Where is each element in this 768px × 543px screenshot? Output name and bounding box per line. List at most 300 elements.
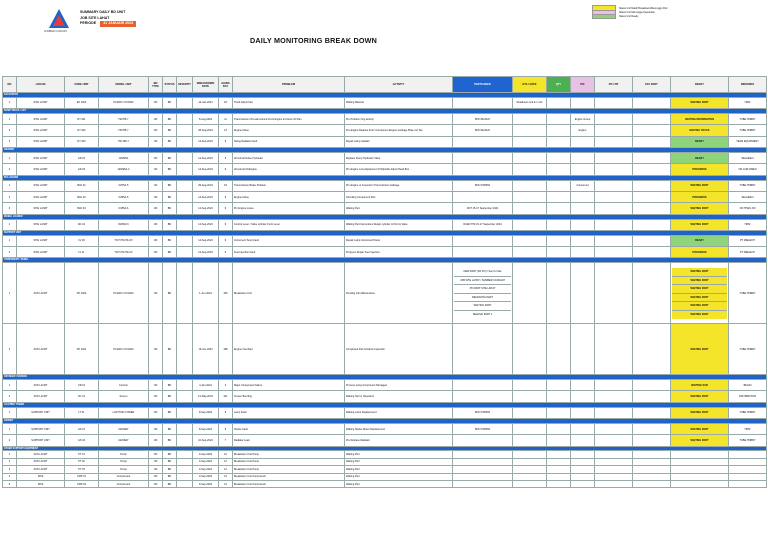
status-badge: WAITING PART bbox=[672, 311, 727, 319]
table-row[interactable] bbox=[3, 125, 767, 136]
summary-line: JOB SITE LAHAT bbox=[80, 15, 110, 20]
table-row[interactable] bbox=[3, 263, 767, 324]
col-header: ACTIVITY bbox=[345, 77, 453, 93]
table-row[interactable] bbox=[3, 391, 767, 402]
cell-status: BD bbox=[163, 480, 177, 487]
cell-pic bbox=[571, 451, 595, 458]
cell-etap bbox=[633, 125, 671, 136]
cell-model: HD 465-7 bbox=[99, 136, 149, 147]
cell-status: BD bbox=[163, 473, 177, 480]
cell-age: 9 bbox=[219, 152, 233, 163]
cell-lok: SITE LAHAT bbox=[17, 180, 65, 191]
cell-date: 10-Sep-2024 bbox=[193, 435, 219, 446]
cell-problem: Pin Engine Loose bbox=[233, 203, 345, 214]
cell-age: 18 bbox=[219, 97, 233, 108]
cell-code: LT 01 bbox=[65, 407, 99, 418]
cell-status: BD bbox=[163, 164, 177, 175]
cell-model: PC2000 / PC4000 bbox=[99, 324, 149, 375]
summary-block bbox=[80, 10, 136, 27]
cell-age: 8 bbox=[219, 423, 233, 434]
cell-no: 5 bbox=[3, 480, 17, 487]
table-row[interactable] bbox=[3, 466, 767, 473]
table-row[interactable] bbox=[3, 324, 767, 375]
cell-pic bbox=[571, 203, 595, 214]
cell-sev bbox=[177, 380, 193, 391]
cell-bd: UN bbox=[149, 380, 163, 391]
cell-activity: Process using Component Damaged bbox=[345, 380, 453, 391]
table-row[interactable] bbox=[3, 473, 767, 480]
cell-model: D155A-6 bbox=[99, 191, 149, 202]
cell-eta: Readiness unit & 1 unit bbox=[513, 97, 547, 108]
cell-etap bbox=[633, 164, 671, 175]
cell-remark bbox=[729, 458, 767, 465]
table-row[interactable] bbox=[3, 219, 767, 230]
cell-model: LIGHTING TOWER bbox=[99, 407, 149, 418]
legend-item: Status Unit Menunggu Keputusan bbox=[592, 10, 667, 14]
cell-problem: Engine Noise bbox=[233, 191, 345, 202]
cell-bd: UN bbox=[149, 97, 163, 108]
cell-part: BON TRIMMI bbox=[453, 180, 513, 191]
cell-age: 9 bbox=[219, 219, 233, 230]
table-body bbox=[3, 93, 767, 488]
cell-part bbox=[453, 473, 513, 480]
legend-item: Status Unit Masih Breakdown/Menunggu Part bbox=[592, 6, 667, 10]
cell-age: 9 bbox=[219, 191, 233, 202]
table-row[interactable] bbox=[3, 113, 767, 124]
cell-ready: WAITING PART bbox=[671, 180, 729, 191]
cell-model: GENSET bbox=[99, 423, 149, 434]
cell-remark: BEGIN bbox=[729, 380, 767, 391]
cell-etap bbox=[633, 391, 671, 402]
table-row[interactable] bbox=[3, 380, 767, 391]
status-badge: WAITING PART bbox=[672, 302, 727, 311]
cell-problem: Lamp Fault bbox=[233, 407, 345, 418]
cell-bd: UN bbox=[149, 466, 163, 473]
cell-date: 4-Sep-2024 bbox=[193, 480, 219, 487]
cell-date: 8-Sep-2024 bbox=[193, 407, 219, 418]
cell-etap bbox=[633, 458, 671, 465]
cell-ready: WAITING PART bbox=[671, 423, 729, 434]
group-title: WHEEL LOADER bbox=[3, 214, 767, 219]
cell-eta bbox=[513, 423, 547, 434]
table-row[interactable] bbox=[3, 180, 767, 191]
cell-no: 1 bbox=[3, 451, 17, 458]
cell-etap bbox=[633, 203, 671, 214]
cell-part: DUEN TIM 15-17 September 2024 bbox=[453, 219, 513, 230]
cell-age: 12 bbox=[219, 480, 233, 487]
cell-qty bbox=[547, 391, 571, 402]
cell-model: D155A-6 bbox=[99, 203, 149, 214]
cell-remark: HDM bbox=[729, 423, 767, 434]
cell-etap bbox=[633, 473, 671, 480]
cell-part bbox=[453, 480, 513, 487]
cell-po bbox=[595, 219, 633, 230]
legend-item: Status Unit Ready bbox=[592, 14, 667, 18]
cell-problem: Swing Radiator Fault bbox=[233, 136, 345, 147]
cell-date: 1-Jun-2024 bbox=[193, 263, 219, 324]
cell-code: EX 1002 bbox=[65, 97, 99, 108]
cell-po bbox=[595, 164, 633, 175]
cell-model: Crusher bbox=[99, 380, 149, 391]
cell-sev bbox=[177, 164, 193, 175]
cell-model: PC2000 / PC4000 bbox=[99, 97, 149, 108]
cell-code: GD 01 bbox=[65, 152, 99, 163]
cell-qty bbox=[547, 263, 571, 324]
logo-caption: SUMBER CANGGIH bbox=[44, 30, 68, 33]
group-title: DUMP TRUCK / ADT bbox=[3, 109, 767, 114]
cell-code: GS 02 bbox=[65, 435, 99, 446]
cell-eta bbox=[513, 180, 547, 191]
cell-status: BD bbox=[163, 407, 177, 418]
group-title: OTHER SUPPORT EQUIPMENT bbox=[3, 446, 767, 451]
cell-pic bbox=[571, 247, 595, 258]
cell-pic bbox=[571, 235, 595, 246]
cell-qty bbox=[547, 380, 571, 391]
col-header: NO bbox=[3, 77, 17, 93]
cell-eta bbox=[513, 435, 547, 446]
cell-etap bbox=[633, 407, 671, 418]
cell-status: BD bbox=[163, 180, 177, 191]
col-header: CODE UNIT bbox=[65, 77, 99, 93]
cell-problem: Control Lever / Valve cylinder Front Lever bbox=[233, 219, 345, 230]
cell-pic bbox=[571, 458, 595, 465]
cell-bd: UN bbox=[149, 219, 163, 230]
cell-bd: UN bbox=[149, 451, 163, 458]
cell-po bbox=[595, 324, 633, 375]
cell-activity: Waiting Part bbox=[345, 473, 453, 480]
cell-etap bbox=[633, 113, 671, 124]
cell-no: 1 bbox=[3, 152, 17, 163]
table-row[interactable] bbox=[3, 235, 767, 246]
cell-activity: Waiting Part bbox=[345, 451, 453, 458]
table-row[interactable] bbox=[3, 152, 767, 163]
cell-activity: Pre Engine Low Adjustment Oil Dipstick Adjust Head Box bbox=[345, 164, 453, 175]
cell-remark bbox=[729, 480, 767, 487]
cell-ready: READY bbox=[671, 235, 729, 246]
cell-bd: UN bbox=[149, 136, 163, 147]
cell-date: 4-Jan-2024 bbox=[193, 380, 219, 391]
cell-age: 9 bbox=[219, 235, 233, 246]
cell-ready bbox=[671, 451, 729, 458]
cell-remark: SELAESAI bbox=[729, 152, 767, 163]
cell-po bbox=[595, 380, 633, 391]
cell-status: BD bbox=[163, 380, 177, 391]
cell-status: BD bbox=[163, 113, 177, 124]
cell-no: 1 bbox=[3, 180, 17, 191]
cell-eta bbox=[513, 451, 547, 458]
cell-status: BD bbox=[163, 125, 177, 136]
cell-eta bbox=[513, 125, 547, 136]
sub-entry: WAITING PART bbox=[454, 302, 511, 311]
cell-age: 12 bbox=[219, 451, 233, 458]
cell-eta bbox=[513, 473, 547, 480]
cell-eta bbox=[513, 380, 547, 391]
cell-pic bbox=[571, 263, 595, 324]
cell-ready: PROGRESS bbox=[671, 191, 729, 202]
cell-sev bbox=[177, 324, 193, 375]
cell-qty bbox=[547, 136, 571, 147]
cell-ready: WAITING PART bbox=[671, 97, 729, 108]
cell-sev bbox=[177, 180, 193, 191]
cell-qty bbox=[547, 435, 571, 446]
table-row[interactable] bbox=[3, 451, 767, 458]
table-row[interactable] bbox=[3, 458, 767, 465]
cell-po bbox=[595, 191, 633, 202]
cell-eta bbox=[513, 235, 547, 246]
table-row[interactable] bbox=[3, 136, 767, 147]
table-row[interactable] bbox=[3, 480, 767, 487]
cell-po bbox=[595, 136, 633, 147]
cell-pic bbox=[571, 191, 595, 202]
cell-pic bbox=[571, 219, 595, 230]
group-title: BULLDOZER bbox=[3, 175, 767, 180]
table-row[interactable] bbox=[3, 191, 767, 202]
group-title: EXCAVATOR bbox=[3, 93, 767, 98]
cell-bd: UN bbox=[149, 473, 163, 480]
col-header: READY bbox=[671, 77, 729, 93]
cell-ready: WAITING TRUCK bbox=[671, 125, 729, 136]
cell-part bbox=[453, 466, 513, 473]
cell-part bbox=[453, 391, 513, 402]
cell-etap bbox=[633, 480, 671, 487]
cell-sev bbox=[177, 458, 193, 465]
cell-qty bbox=[547, 191, 571, 202]
cell-age: 9 bbox=[219, 164, 233, 175]
cell-age: 9 bbox=[219, 247, 233, 258]
table-row[interactable] bbox=[3, 435, 767, 446]
cell-eta bbox=[513, 203, 547, 214]
cell-po bbox=[595, 263, 633, 324]
cell-status: BD bbox=[163, 247, 177, 258]
cell-date: 14-Jan-2024 bbox=[193, 97, 219, 108]
cell-ready: WAITING INFORMATION bbox=[671, 113, 729, 124]
cell-qty bbox=[547, 180, 571, 191]
cell-activity: Waiting Not by Operators bbox=[345, 391, 453, 402]
cell-etap bbox=[633, 136, 671, 147]
cell-lok: SUPPORT UNIT bbox=[17, 407, 65, 418]
cell-status: BD bbox=[163, 136, 177, 147]
cell-status: BD bbox=[163, 235, 177, 246]
cell-no: 1 bbox=[3, 219, 17, 230]
cell-problem: Breakdown Unit Compressor bbox=[233, 473, 345, 480]
cell-status: BD bbox=[163, 191, 177, 202]
cell-model: TOYOTA HILUX bbox=[99, 247, 149, 258]
cell-date: 14-May-2024 bbox=[193, 391, 219, 402]
cell-ready bbox=[671, 480, 729, 487]
cell-lok: SITE LAHAT bbox=[17, 235, 65, 246]
cell-remark: ON JARI OMEN bbox=[729, 164, 767, 175]
table-row[interactable] bbox=[3, 247, 767, 258]
cell-code: DT 401 bbox=[65, 113, 99, 124]
col-header: BREAKDOWN DATE bbox=[193, 77, 219, 93]
cell-code: CR 01 bbox=[65, 380, 99, 391]
cell-problem: Breakdown Unit Pump bbox=[233, 458, 345, 465]
cell-sev bbox=[177, 191, 193, 202]
cell-etap bbox=[633, 152, 671, 163]
cell-eta bbox=[513, 136, 547, 147]
cell-no: 1 bbox=[3, 235, 17, 246]
cell-pic bbox=[571, 407, 595, 418]
cell-qty bbox=[547, 423, 571, 434]
table-row[interactable] bbox=[3, 423, 767, 434]
cell-po bbox=[595, 466, 633, 473]
cell-code: BLD 01 bbox=[65, 180, 99, 191]
cell-code: CMP 02 bbox=[65, 480, 99, 487]
company-logo bbox=[48, 8, 70, 30]
cell-activity: Pre Problem Ong Activity bbox=[345, 113, 453, 124]
cell-model: WA500-6 bbox=[99, 219, 149, 230]
cell-no: 1 bbox=[3, 113, 17, 124]
cell-model: D375A-5 bbox=[99, 180, 149, 191]
cell-lok: SUPPORT UNIT bbox=[17, 423, 65, 434]
table-header-row bbox=[3, 77, 767, 93]
cell-etap bbox=[633, 97, 671, 108]
cell-sev bbox=[177, 152, 193, 163]
sub-entry: PO PART SITE LAHAT bbox=[454, 285, 511, 294]
col-header: STATUS bbox=[163, 77, 177, 93]
table-row[interactable] bbox=[3, 97, 767, 108]
cell-no: 1 bbox=[3, 97, 17, 108]
cell-activity: Pre Replace Radiator bbox=[345, 435, 453, 446]
cell-model: GD825A bbox=[99, 152, 149, 163]
cell-sev bbox=[177, 203, 193, 214]
cell-eta bbox=[513, 391, 547, 402]
cell-po bbox=[595, 97, 633, 108]
cell-age: 12 bbox=[219, 466, 233, 473]
cell-part bbox=[453, 136, 513, 147]
cell-pic bbox=[571, 466, 595, 473]
cell-status: BD bbox=[163, 152, 177, 163]
cell-lok: SITE LAHAT bbox=[17, 247, 65, 258]
cell-code: DT 403 bbox=[65, 136, 99, 147]
cell-ready: WAITING PART bbox=[671, 324, 729, 375]
col-header: PO / PR bbox=[595, 77, 633, 93]
table-row[interactable] bbox=[3, 407, 767, 418]
cell-sev bbox=[177, 480, 193, 487]
cell-sev bbox=[177, 125, 193, 136]
cell-part: BON TRIMMI bbox=[453, 423, 513, 434]
cell-activity: Pre Engine or Inspection Transmission Garbage bbox=[345, 180, 453, 191]
col-header: MODEL UNIT bbox=[99, 77, 149, 93]
cell-eta bbox=[513, 466, 547, 473]
cell-code: BLD 03 bbox=[65, 203, 99, 214]
cell-date: 14-Sep-2024 bbox=[193, 247, 219, 258]
cell-qty bbox=[547, 451, 571, 458]
cell-ready bbox=[671, 458, 729, 465]
cell-ready: PROGRESS bbox=[671, 247, 729, 258]
cell-activity: Repair Lamp Instrument Panel bbox=[345, 235, 453, 246]
cell-remark: PT MIELEKTI bbox=[729, 247, 767, 258]
col-header: BD TYPE bbox=[149, 77, 163, 93]
cell-code: WL 01 bbox=[65, 219, 99, 230]
cell-bd: UN bbox=[149, 125, 163, 136]
cell-no: 2 bbox=[3, 247, 17, 258]
cell-part: BON TRIMMI bbox=[453, 407, 513, 418]
cell-age: 188 bbox=[219, 324, 233, 375]
cell-bd: UN bbox=[149, 191, 163, 202]
cell-activity: Waiting Material bbox=[345, 97, 453, 108]
cell-pic bbox=[571, 164, 595, 175]
cell-qty bbox=[547, 203, 571, 214]
cell-date: 14-Sep-2024 bbox=[193, 235, 219, 246]
cell-code: GD 02 bbox=[65, 164, 99, 175]
cell-problem: Breakdown Unit Pump bbox=[233, 466, 345, 473]
cell-age: 12 bbox=[219, 473, 233, 480]
cell-eta bbox=[513, 152, 547, 163]
cell-pic: Consumed bbox=[571, 180, 595, 191]
cell-sev bbox=[177, 473, 193, 480]
col-header: PROBLEM bbox=[233, 77, 345, 93]
cell-lok: SITE LAHAT bbox=[17, 203, 65, 214]
cell-eta bbox=[513, 247, 547, 258]
cell-problem: Breakdown Unit bbox=[233, 263, 345, 324]
cell-age: 8 bbox=[219, 407, 233, 418]
cell-lok: SITE LAHAT bbox=[17, 164, 65, 175]
cell-age: 150 bbox=[219, 263, 233, 324]
cell-bd: UN bbox=[149, 113, 163, 124]
table-row[interactable] bbox=[3, 203, 767, 214]
cell-status: BD bbox=[163, 451, 177, 458]
cell-lok: SUN LAHAT bbox=[17, 466, 65, 473]
cell-remark: HDM bbox=[729, 97, 767, 108]
page-title: DAILY MONITORING BREAK DOWN bbox=[250, 36, 378, 45]
cell-ready: WAITING PART bbox=[671, 203, 729, 214]
cell-ready: WAITING PART bbox=[671, 391, 729, 402]
cell-date: 28-Aug-2024 bbox=[193, 125, 219, 136]
cell-ready: PROGRESS bbox=[671, 164, 729, 175]
cell-no: 1 bbox=[3, 380, 17, 391]
col-header: AGING DAY bbox=[219, 77, 233, 93]
col-header: LOKASI bbox=[17, 77, 65, 93]
cell-pic bbox=[571, 435, 595, 446]
cell-remark: TUBE HOBBY bbox=[729, 263, 767, 324]
cell-model: PC2000 / PC4000 bbox=[99, 263, 149, 324]
cell-qty bbox=[547, 466, 571, 473]
cell-age: 11 bbox=[219, 113, 233, 124]
cell-no: 2 bbox=[3, 435, 17, 446]
group-title: GRADER bbox=[3, 148, 767, 153]
cell-bd: UN bbox=[149, 423, 163, 434]
cell-model: HD785-7 bbox=[99, 125, 149, 136]
cell-ready bbox=[671, 466, 729, 473]
cell-eta bbox=[513, 458, 547, 465]
cell-date: 14-Sep-2024 bbox=[193, 191, 219, 202]
cell-remark: TUBE HOBBY bbox=[729, 125, 767, 136]
cell-sev bbox=[177, 423, 193, 434]
table-row[interactable] bbox=[3, 164, 767, 175]
status-legend bbox=[592, 6, 667, 19]
cell-po bbox=[595, 235, 633, 246]
group-title: LIGHTING TOWER bbox=[3, 402, 767, 407]
cell-po bbox=[595, 451, 633, 458]
cell-ready bbox=[671, 263, 729, 324]
cell-pic bbox=[571, 423, 595, 434]
status-badge: WAITING PART bbox=[672, 268, 727, 277]
cell-etap bbox=[633, 219, 671, 230]
cell-activity: Waiting Part bbox=[345, 480, 453, 487]
cell-qty bbox=[547, 235, 571, 246]
cell-lok: SITE LAHAT bbox=[17, 125, 65, 136]
cell-bd: UN bbox=[149, 180, 163, 191]
cell-pic: Engine bbox=[571, 125, 595, 136]
cell-no: 4 bbox=[3, 473, 17, 480]
cell-code: DT 402 bbox=[65, 125, 99, 136]
cell-etap bbox=[633, 191, 671, 202]
cell-status: BD bbox=[163, 466, 177, 473]
cell-problem: Fuel Injection Fault bbox=[233, 247, 345, 258]
cell-qty bbox=[547, 324, 571, 375]
cell-part bbox=[453, 235, 513, 246]
